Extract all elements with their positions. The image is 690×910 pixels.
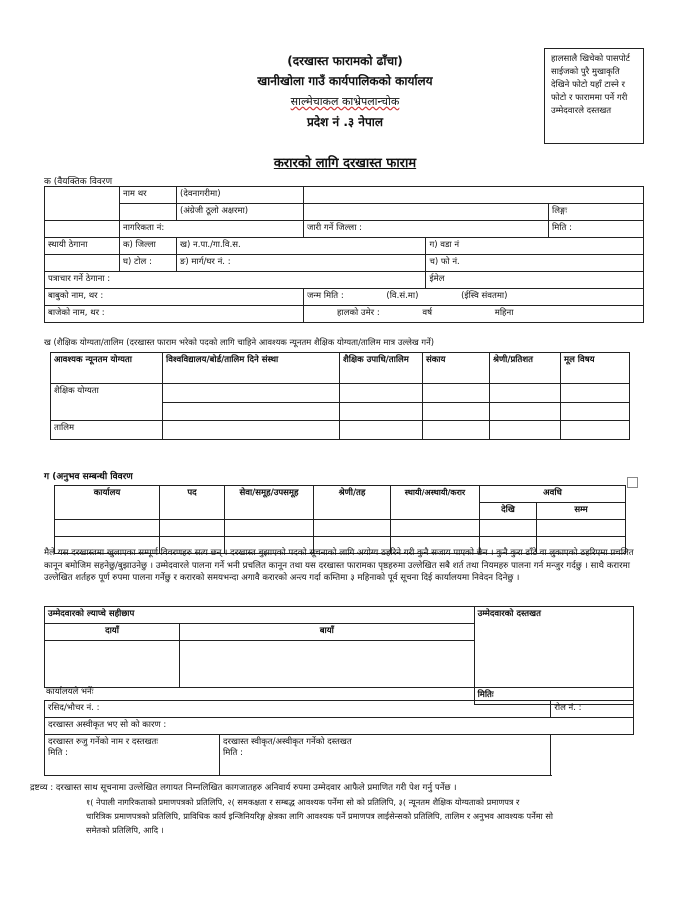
note-line-3: चारित्रिक प्रमाणपत्रको प्रतिलिपि, प्राविधिक कार्य इन्जिनियरिङ्ग क्षेत्रका लागि आवश्यक पर्ने प्रमाणपत्र लाईसेन्सको प्रतिलिपि, तालिम र अनुभव आवश्यक पर्नेमा सो <box>86 811 554 821</box>
ward-field[interactable]: ग) वडा नं <box>426 238 644 255</box>
right-thumb-label: दायाँ <box>45 624 180 641</box>
exp-cell[interactable] <box>55 520 160 537</box>
checker-field[interactable] <box>45 735 220 776</box>
receipt-field[interactable]: रसिद/भौचर नं. : <box>45 701 551 718</box>
education-section-title: ख (शैक्षिक योग्यता/तालिम (दरखास्त फाराम भरेको पदको लागि चाहिने आवश्यक न्यूनतम शैक्षिक योग्यता/तालिम मात्र उल्लेख गर्ने) <box>44 337 435 347</box>
edu-cell[interactable] <box>490 421 561 440</box>
edu-col-degree: शैक्षिक उपाधि/तालिम <box>340 353 423 384</box>
exp-col-from: देखि <box>480 503 537 520</box>
edu-cell[interactable] <box>340 421 423 440</box>
edu-cell[interactable] <box>340 384 423 403</box>
dob-label: जन्म मिति : <box>307 291 344 301</box>
right-thumb-box[interactable] <box>45 641 180 688</box>
edu-cell[interactable] <box>561 421 630 440</box>
approver-field[interactable] <box>220 735 551 776</box>
left-thumb-label: बायाँ <box>180 624 475 641</box>
edu-cell[interactable] <box>423 402 490 421</box>
office-address: साल्मेचाकल काभ्रेपलान्चोक <box>290 95 400 108</box>
exp-col-office: कार्यालय <box>55 486 160 520</box>
name-devanagari-field[interactable] <box>304 187 644 204</box>
email-field[interactable]: ईमेल <box>426 272 644 289</box>
month-label: महिना <box>494 308 514 318</box>
office-use-label: कार्यालयले भर्नेः <box>46 687 94 697</box>
exp-cell[interactable] <box>391 520 480 537</box>
signature-table <box>44 606 634 705</box>
edu-cell[interactable] <box>163 402 340 421</box>
gender-field[interactable]: लिङ्गः <box>549 204 644 221</box>
personal-section-title: क (वैयक्तिक विवरण <box>44 177 113 187</box>
page-title: करारको लागि दरखास्त फाराम <box>273 156 417 171</box>
roll-field[interactable]: रोल नं. : <box>551 701 634 718</box>
note-line-2: १( नेपाली नागरिकताको प्रमाणपत्रको प्रतिलिपि, २( समकक्षता र सम्बद्ध आवश्यक पर्नेमा सो को प्रतिलिपि, ३( न्यूनतम शैक्षिक योग्यताको प्रमाणपत्र र <box>86 797 520 807</box>
year-label: वर्ष <box>422 308 433 318</box>
exp-col-to: सम्म <box>537 503 626 520</box>
english-label: (अंग्रेजी ठूलो अक्षरमा) <box>177 204 304 221</box>
district-field[interactable]: क) जिल्ला <box>120 238 177 255</box>
age-label: हालको उमेर : <box>337 308 380 318</box>
citizenship-field[interactable]: नागरिकता नं: <box>120 221 304 238</box>
signature-date-field[interactable]: मितिः <box>474 688 633 705</box>
approver-date-label: मिति : <box>223 748 243 758</box>
candidate-signature-label: उम्मेदवारको दस्तखत <box>477 609 541 619</box>
edu-cell[interactable] <box>163 421 340 440</box>
office-name: खानीखोला गाउँ कार्यपालिकको कार्यालय <box>257 74 433 88</box>
tole-field[interactable]: घ) टोल : <box>120 255 177 272</box>
thumbprint-label: उम्मेदवारको ल्याप्चे सहीछाप <box>45 607 475 624</box>
edu-cell[interactable] <box>423 384 490 403</box>
edu-row-academic: शैक्षिक योग्यता <box>51 384 163 421</box>
edu-col-major: मूल विषय <box>561 353 630 384</box>
dob-field[interactable] <box>304 289 644 306</box>
exp-col-service: सेवा/समूह/उपसमूह <box>225 486 314 520</box>
exp-cell[interactable] <box>314 520 391 537</box>
edu-cell[interactable] <box>423 421 490 440</box>
left-thumb-box[interactable] <box>180 641 475 688</box>
edu-col-division: श्रेणी/प्रतिशत <box>490 353 561 384</box>
declaration-text: मैले यस दरखास्तमा खुलाएका सम्पूर्ण विवरणहरु सत्य छन् । दरखास्त बुझाएको पदको सूचनाको लागि अयोग्य ठहरिने गरी कुनै सजाय पाएको छैन । कुनै कुरा ढाँटे वा लुकाएको ठहरिएमा प्रचलित कानून बमोजिम सहनेछु/बुझाउनेछु । उम्मेदवारले पालना गर्ने भनी प्रचलित कानून तथा यस दरखास्त फारामका पृष्ठहरुमा उल्लेखित सबै शर्त तथा नियमहरु पालना गर्न मन्जुर गर्दछु । साथै करारमा उल्लेखित शर्तहरु पूर्ण रुपमा पालना गर्नेछु र करारको समयभन्दा अगावै करारको अन्त्य गर्दा कम्तिमा ३ महिनाको पूर्व सूचना दिई कार्यालयमा निवेदन दिनेछु । <box>44 548 634 583</box>
candidate-signature-box[interactable] <box>474 607 633 688</box>
exp-col-post: पद <box>160 486 225 520</box>
dob-bs-label: (वि.सं.मा) <box>386 291 419 301</box>
dob-ad-label: (ईस्वि संवतमा) <box>461 291 508 301</box>
checker-label: दरखास्त रुजु गर्नेको नाम र दस्तखतः <box>48 737 159 747</box>
road-field[interactable]: ङ) मार्ग/घर नं. : <box>177 255 426 272</box>
edu-cell[interactable] <box>561 384 630 403</box>
reject-reason-field[interactable]: दरखास्त अस्वीकृत भए सो को कारण : <box>45 718 634 735</box>
edu-row-training: तालिम <box>51 421 163 440</box>
note-line-4: समेतको प्रतिलिपि, आदि । <box>86 825 164 835</box>
father-name-field[interactable]: बाबुको नाम, थर : <box>45 289 304 306</box>
edu-col-min-qual: आवश्यक न्यूनतम योग्यता <box>51 353 163 384</box>
devanagari-label: (देवनागरीमा) <box>177 187 304 204</box>
office-use-table <box>44 700 634 776</box>
grandfather-name-field[interactable]: बाजेको नाम, थर : <box>45 306 304 323</box>
edu-cell[interactable] <box>163 384 340 403</box>
exp-cell[interactable] <box>225 520 314 537</box>
age-field[interactable] <box>304 306 644 323</box>
exp-col-level: श्रेणी/तह <box>314 486 391 520</box>
edu-cell[interactable] <box>490 384 561 403</box>
edu-col-faculty: संकाय <box>423 353 490 384</box>
exp-col-type: स्थायी/अस्थायी/करार <box>391 486 480 520</box>
edu-col-institution: विश्वविद्यालय/बोर्ड/तालिम दिने संस्था <box>163 353 340 384</box>
municipality-field[interactable]: ख) न.पा./गा.वि.स. <box>177 238 426 255</box>
edu-cell[interactable] <box>490 402 561 421</box>
experience-section-title: ग (अनुभव सम्बन्धी विवरण <box>44 472 133 482</box>
edu-cell[interactable] <box>561 402 630 421</box>
checker-date-label: मिति : <box>48 748 68 758</box>
exp-cell[interactable] <box>480 520 537 537</box>
experience-table <box>54 485 626 554</box>
form-template-title: (दरखास्त फारामको ढाँचा) <box>287 54 403 68</box>
name-label: नाम थर <box>120 187 177 204</box>
issued-district-field[interactable]: जारी गर्ने जिल्ला : <box>304 221 549 238</box>
province: प्रदेश नं .३ नेपाल <box>306 115 384 129</box>
approver-label: दरखास्त स्वीकृत/अस्वीकृत गर्नेको दस्तखत <box>223 737 352 747</box>
name-english-field[interactable] <box>304 204 549 221</box>
personal-details-table <box>44 186 644 323</box>
phone-field[interactable]: च) फो नं. <box>426 255 644 272</box>
edu-cell[interactable] <box>340 402 423 421</box>
mailing-address-field[interactable]: पत्राचार गर्ने ठेगाना : <box>45 272 426 289</box>
issue-date-field[interactable]: मिति : <box>549 221 644 238</box>
permanent-address-label: स्थायी ठेगाना <box>45 238 120 255</box>
exp-cell[interactable] <box>537 520 626 537</box>
exp-col-duration: अवधि <box>480 486 626 503</box>
exp-cell[interactable] <box>160 520 225 537</box>
note-lead: द्रष्टव्य : दरखास्त साथ सूचनामा उल्लेखित लगायत निम्नलिखित कागजातहरु अनिवार्य रुपमा उम्मेदवार आफैले प्रमाणित गरी पेश गर्नु पर्नेछ । <box>30 783 457 793</box>
education-table <box>50 352 630 440</box>
corner-checkbox <box>627 477 638 488</box>
photo-box[interactable]: हालसालै खिचेको पासपोर्ट साईजको पुरै मुखाकृति देखिने फोटो यहाँ टास्ने र फोटो र फाराममा पर्ने गरी उम्मेदवारले दस्तखत <box>544 48 644 144</box>
